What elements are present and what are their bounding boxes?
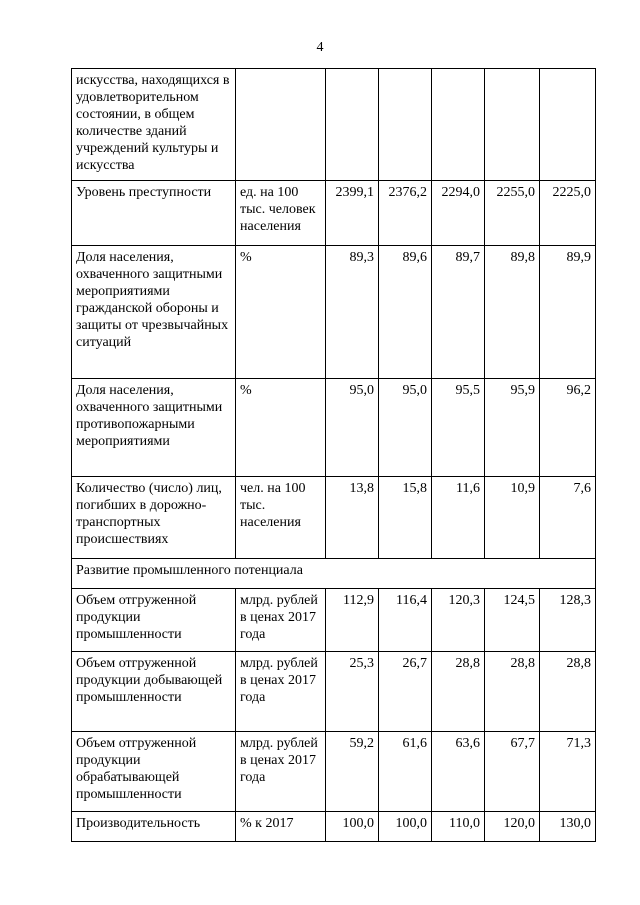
- indicator-name: Количество (число) лиц, погибших в дорожно-транспортных происшествиях: [72, 477, 236, 559]
- value-cell: 128,3: [540, 589, 596, 652]
- indicator-name: Уровень преступности: [72, 181, 236, 246]
- value-cell: 7,6: [540, 477, 596, 559]
- value-cell: 28,8: [432, 652, 485, 732]
- indicator-unit: чел. на 100 тыс. населения: [236, 477, 326, 559]
- table-row: [72, 246, 596, 379]
- value-cell: [540, 69, 596, 181]
- indicators-table: [71, 68, 596, 842]
- value-cell: 120,3: [432, 589, 485, 652]
- value-cell: 89,6: [379, 246, 432, 379]
- value-cell: [432, 69, 485, 181]
- value-cell: 2399,1: [326, 181, 379, 246]
- table-row: [72, 181, 596, 246]
- table-row: [72, 652, 596, 732]
- indicator-unit: млрд. рублей в ценах 2017 года: [236, 732, 326, 812]
- value-cell: 124,5: [485, 589, 540, 652]
- value-cell: 13,8: [326, 477, 379, 559]
- value-cell: 96,2: [540, 379, 596, 477]
- indicator-name: Объем отгруженной продукции обрабатывающей промышленности: [72, 732, 236, 812]
- value-cell: [379, 69, 432, 181]
- value-cell: 95,0: [379, 379, 432, 477]
- indicator-unit: %: [236, 246, 326, 379]
- table-row: [72, 589, 596, 652]
- value-cell: 110,0: [432, 812, 485, 842]
- value-cell: 89,9: [540, 246, 596, 379]
- value-cell: 89,3: [326, 246, 379, 379]
- value-cell: 95,0: [326, 379, 379, 477]
- section-row: [72, 559, 596, 589]
- table-row: [72, 812, 596, 842]
- value-cell: 67,7: [485, 732, 540, 812]
- value-cell: [326, 69, 379, 181]
- value-cell: 63,6: [432, 732, 485, 812]
- indicator-name: Доля населения, охваченного защитными противопожарными мероприятиями: [72, 379, 236, 477]
- table-row: [72, 477, 596, 559]
- indicator-name: Доля населения, охваченного защитными мероприятиями гражданской обороны и защиты от чрезвычайных ситуаций: [72, 246, 236, 379]
- value-cell: 112,9: [326, 589, 379, 652]
- table-row: [72, 732, 596, 812]
- value-cell: 2376,2: [379, 181, 432, 246]
- indicator-unit: [236, 69, 326, 181]
- value-cell: 71,3: [540, 732, 596, 812]
- section-title: Развитие промышленного потенциала: [72, 559, 596, 589]
- value-cell: 2294,0: [432, 181, 485, 246]
- page-number: 4: [316, 40, 324, 55]
- value-cell: 95,9: [485, 379, 540, 477]
- value-cell: 89,7: [432, 246, 485, 379]
- value-cell: 28,8: [540, 652, 596, 732]
- indicator-unit: млрд. рублей в ценах 2017 года: [236, 589, 326, 652]
- value-cell: 89,8: [485, 246, 540, 379]
- indicator-name: Объем отгруженной продукции добывающей промышленности: [72, 652, 236, 732]
- value-cell: 11,6: [432, 477, 485, 559]
- value-cell: 95,5: [432, 379, 485, 477]
- value-cell: 120,0: [485, 812, 540, 842]
- indicator-unit: млрд. рублей в ценах 2017 года: [236, 652, 326, 732]
- value-cell: 28,8: [485, 652, 540, 732]
- value-cell: 59,2: [326, 732, 379, 812]
- table-row: [72, 379, 596, 477]
- indicator-name: Объем отгруженной продукции промышленности: [72, 589, 236, 652]
- value-cell: 2225,0: [540, 181, 596, 246]
- value-cell: 2255,0: [485, 181, 540, 246]
- value-cell: 61,6: [379, 732, 432, 812]
- indicator-unit: %: [236, 379, 326, 477]
- value-cell: 116,4: [379, 589, 432, 652]
- value-cell: 25,3: [326, 652, 379, 732]
- indicator-name: искусства, находящихся в удовлетворительном состоянии, в общем количестве зданий учреждений культуры и искусства: [72, 69, 236, 181]
- value-cell: 15,8: [379, 477, 432, 559]
- value-cell: 10,9: [485, 477, 540, 559]
- value-cell: 100,0: [326, 812, 379, 842]
- indicator-name: Производительность: [72, 812, 236, 842]
- value-cell: 100,0: [379, 812, 432, 842]
- table-row: [72, 69, 596, 181]
- value-cell: 130,0: [540, 812, 596, 842]
- indicator-unit: ед. на 100 тыс. человек населения: [236, 181, 326, 246]
- indicator-unit: % к 2017: [236, 812, 326, 842]
- value-cell: 26,7: [379, 652, 432, 732]
- value-cell: [485, 69, 540, 181]
